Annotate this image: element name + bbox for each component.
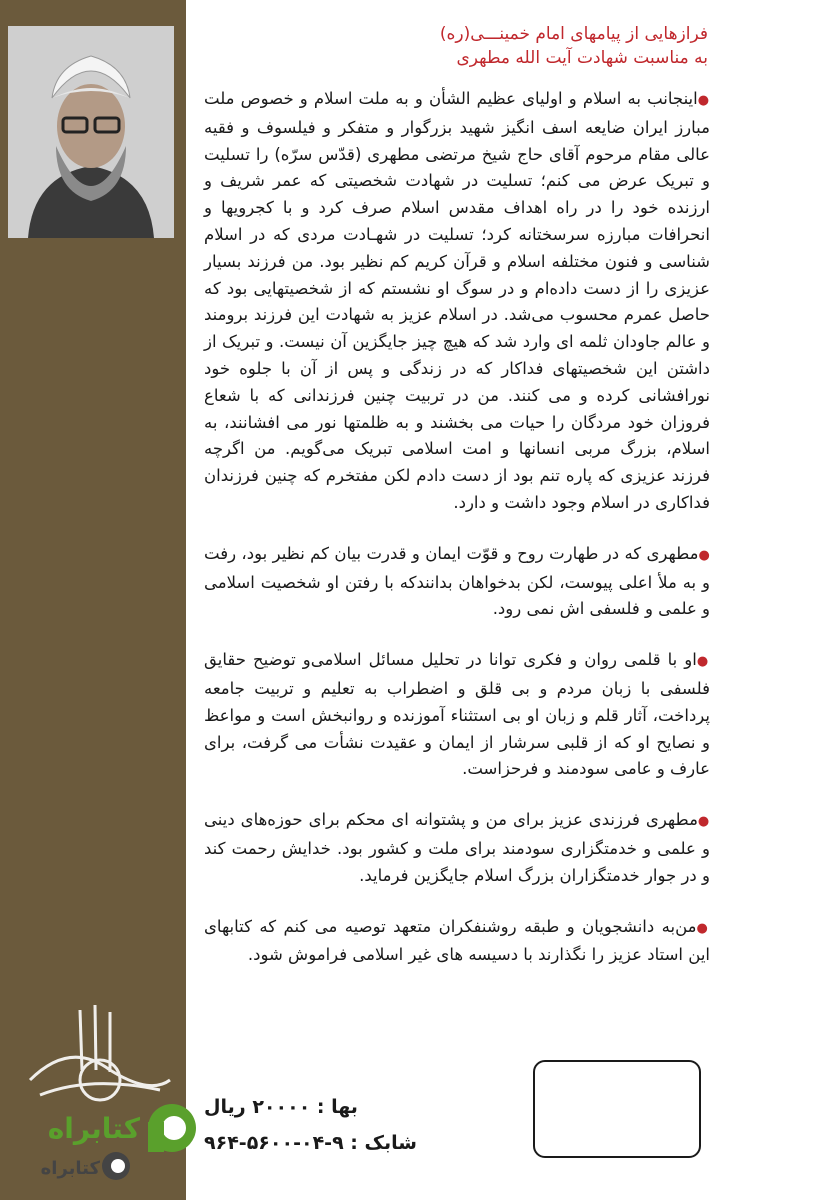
paragraph [204, 86, 710, 517]
watermark-small-text: کتابراه [40, 1158, 100, 1179]
message-heading [228, 22, 708, 70]
paragraph-text: مطهری فرزندی عزیز برای من و پشتوانه ای محکم برای حوزه‌های دینی و علمی و خدمتگزاری سودمند برای ملت و کشور بود. خدایش رحمت کند و در جوار خدمتگزاران بزرگ اسلام جایگزین فرماید. [204, 810, 710, 885]
paragraph-text: او با قلمی روان و فکری توانا در تحلیل مسائل اسلامی‌و توضیح حقایق فلسفی با زبان مردم و بی قلق و اضطراب به تعلیم و تربیت جامعه پرداخت، آثار قلم و زبان او بی استثناء آموزنده و روانبخش است و مواعظ و نصایح او که از قلبی سرشار از ایمان و عقیدت نشأت می گرفت، برای عارف و عامی سودمند و فرحزاست. [204, 650, 710, 779]
heading-line-2: به مناسبت شهادت آیت الله مطهری [456, 48, 708, 68]
portrait-image [8, 26, 174, 238]
watermark-main-text: کتابراه [47, 1112, 140, 1145]
paragraph [204, 807, 710, 889]
bullet-icon: ● [697, 93, 710, 108]
ketabrah-watermark-small [8, 1150, 158, 1182]
ketabrah-watermark [40, 1100, 200, 1156]
bullet-icon: ● [697, 814, 711, 830]
paragraph [204, 541, 710, 623]
author-portrait [8, 26, 174, 238]
paragraph [204, 647, 710, 783]
bullet-icon: ● [698, 547, 711, 563]
isbn-label: شابک : [350, 1132, 417, 1154]
price-line [204, 1096, 358, 1118]
bullet-icon: ● [696, 920, 710, 936]
paragraph-text: اینجانب به اسلام و اولیای عظیم الشأن و به ملت اسلام و خصوص ملت مبارز ایران ضایعه اسف انگیز شهید بزرگوار و متفکر و فیلسوف و فقیه عالی مقام مرحوم آقای حاج شیخ مرتضی مطهری (قدّس سرّه) را تسلیت و تبریک عرض می کنم؛ تسلیت در شهادت شخصیتی که عمر شریف و ارزنده خود را در راه اهداف مقدس اسلام صرف کرد و با کجرویها و انحرافات مبارزه سرسختانه کرد؛ تسلیت در شهـادت مردی که در اسلام شناسی و فنون مختلفه اسلام و قرآن کریم کم نظیر بود. من فرزند بسیار عزیزی را از دست داده‌ام و در سوگ او نشستم که از شخصیتهایی بود که حاصل عمرم محسوب می‌شد. در اسلام عزیز به شهادت این فرزند برومند و عالم جاودان ثلمه ای وارد شد که هیچ چیز جایگزین آن نیست. و تبریک از داشتن این شخصیتهای فداکار که در زندگی و پس از آن با جلوه خود نورافشانی کرده و می کنند. من در تربیت چنین فرزندانی که با شعاع فروزان خود مردگان را حیات می بخشند و به ظلمتها نور می افشانند، به اسلام، بزرگ مربی انسانها و امت اسلامی تبریک می‌گویم. من اگرچه فرزند عزیزی که پاره تنم بود از دست دادم لکن مفتخرم که چنین فرزندان فداکاری در اسلام وجود داشت و دارد. [204, 89, 710, 512]
paragraph-text: مطهری که در طهارت روح و قوّت ایمان و قدرت بیان کم نظیر بود، رفت و به ملأ اعلی پیوست، لکن بدخواهان بدانندکه با رفتن او شخصیت اسلامی و علمی و فلسفی اش نمی رود. [204, 543, 710, 619]
paragraph-text: من‌به دانشجویان و طبقه روشنفکران متعهد توصیه می کنم که کتابهای این استاد عزیز را نگذارند با دسیسه های غیر اسلامی فراموش شود. [204, 916, 710, 965]
barcode-box [533, 1060, 701, 1158]
message-body [204, 86, 710, 993]
price-label: بها : [316, 1096, 358, 1118]
isbn-value: ۹-۰۴-۵۶۰۰-۹۶۴ [204, 1132, 344, 1154]
heading-line-1: فرازهایی از پیامهای امام خمینـــی(ره) [439, 24, 708, 44]
paragraph [204, 914, 710, 970]
price-value: ۲۰۰۰۰ ریال [204, 1096, 311, 1118]
bullet-icon: ● [696, 654, 710, 670]
isbn-line [204, 1132, 417, 1154]
